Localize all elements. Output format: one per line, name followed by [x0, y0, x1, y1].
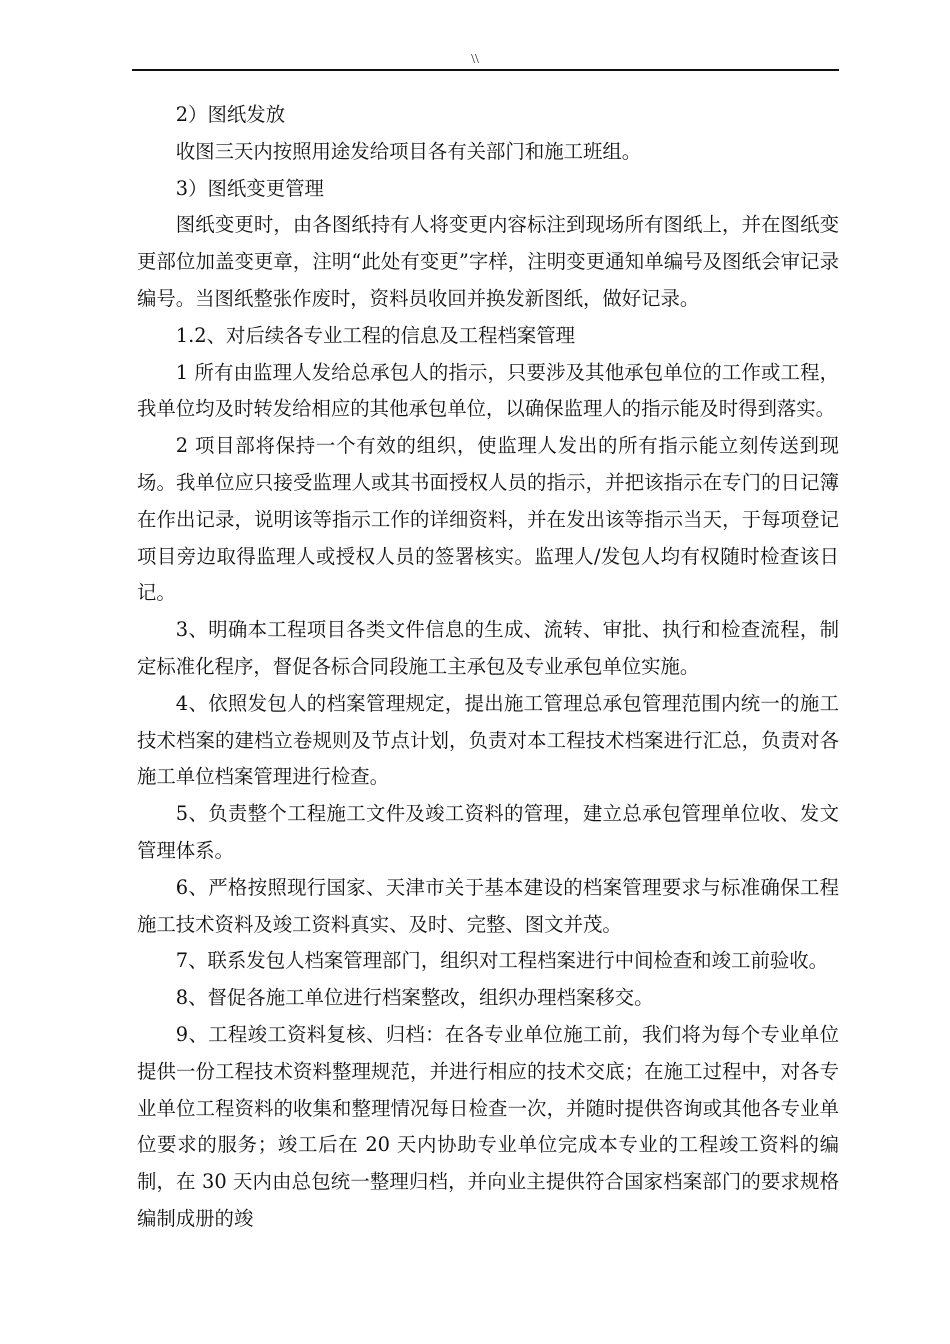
paragraph: 5、负责整个工程施工文件及竣工资料的管理，建立总承包管理单位收、发文管理体系。	[137, 802, 839, 862]
header-divider	[132, 69, 839, 71]
page-header-mark: \\	[471, 52, 479, 67]
document-body	[137, 97, 839, 1238]
paragraph: 7、联系发包人档案管理部门，组织对工程档案进行中间检查和竣工前验收。	[175, 949, 829, 973]
paragraph: 2 项目部将保持一个有效的组织，使监理人发出的所有指示能立刻传送到现场。我单位应只接受监理人或其书面授权人员的指示，并把该指示在专门的日记簿在作出记录，说明该等指示工作的详细资料，并在发出该等指示当天，于每项登记项目旁边取得监理人或授权人员的签署核实。监理人/发包人均有权随时检查该日记。	[137, 434, 839, 605]
section-heading-drawing-change: 3）图纸变更管理	[175, 176, 324, 200]
paragraph: 6、严格按照现行国家、天津市关于基本建设的档案管理要求与标准确保工程施工技术资料及竣工资料真实、及时、完整、图文并茂。	[137, 875, 839, 936]
section-heading-archive-management: 1.2、对后续各专业工程的信息及工程档案管理	[175, 323, 576, 347]
paragraph: 9、工程竣工资料复核、归档：在各专业单位施工前，我们将为每个专业单位提供一份工程技术资料整理规范，并进行相应的技术交底；在施工过程中，对各专业单位工程资料的收集和整理情况每日检查一次，并随时提供咨询或其他各专业单位要求的服务；竣工后在 20 天内协助专业单位完成本专业的工程竣工资料的编制，在 30 天内由总包统一整理归档，并向业主提供符合国家档案部门的要求规格编制成册的竣	[137, 1022, 839, 1230]
paragraph: 8、督促各施工单位进行档案整改，组织办理档案移交。	[175, 986, 654, 1010]
paragraph: 3、明确本工程项目各类文件信息的生成、流转、审批、执行和检查流程，制定标准化程序，督促各标合同段施工主承包及专业承包单位实施。	[137, 618, 839, 678]
paragraph: 收图三天内按照用途发给项目各有关部门和施工班组。	[175, 139, 642, 163]
paragraph: 图纸变更时，由各图纸持有人将变更内容标注到现场所有图纸上，并在图纸变更部位加盖变更章，注明“此处有变更”字样，注明变更通知单编号及图纸会审记录编号。当图纸整张作废时，资料员收回并换发新图纸，做好记录。	[137, 213, 839, 310]
paragraph: 4、依照发包人的档案管理规定，提出施工管理总承包管理范围内统一的施工技术档案的建档立卷规则及节点计划，负责对本工程技术档案进行汇总，负责对各施工单位档案管理进行检查。	[137, 691, 839, 789]
section-heading-drawing-issue: 2）图纸发放	[175, 103, 286, 126]
paragraph: 1 所有由监理人发给总承包人的指示，只要涉及其他承包单位的工作或工程，我单位均及时转发给相应的其他承包单位，以确保监理人的指示能及时得到落实。	[137, 360, 839, 421]
